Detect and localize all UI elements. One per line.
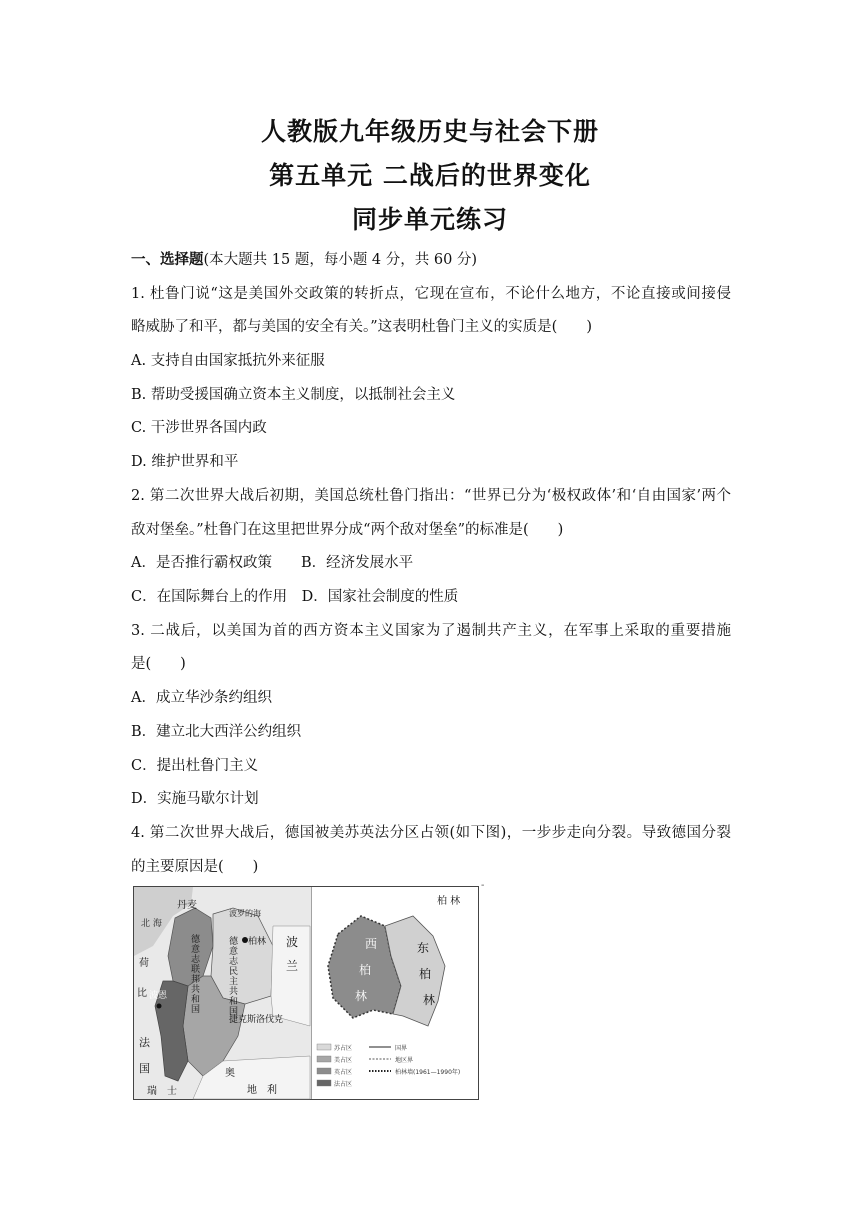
- question-3-option-d: D．实施马歇尔计划: [131, 791, 259, 807]
- label-belgium: 比: [137, 988, 147, 999]
- legend-swatch-french: [317, 1080, 331, 1086]
- bonn-dot: [157, 1004, 162, 1009]
- wg-text-char: 共: [191, 985, 201, 995]
- question-1-line-1: 1. 杜鲁门说“这是美国外交政策的转折点，它现在宣布，不论什么地方，不论直接或间接侵: [131, 286, 731, 302]
- exercise-title: 同步单元练习: [351, 205, 508, 234]
- label-east-germany: [229, 935, 239, 1017]
- east-berlin-label-1: 东: [417, 941, 430, 955]
- east-berlin-label-3: 林: [423, 993, 436, 1007]
- eg-text-char: 德: [229, 937, 239, 947]
- stray-mark: -: [481, 880, 485, 891]
- wg-text-char: 邦: [191, 975, 201, 985]
- label-denmark: 丹麦: [177, 900, 197, 911]
- label-austria: 奥: [225, 1068, 235, 1079]
- berlin-title: 柏 林: [437, 896, 461, 907]
- eg-text-char: 志: [229, 957, 239, 967]
- wg-text-char: 联: [191, 965, 201, 975]
- legend-label-wall: 柏林墙(1961—1990年): [395, 1069, 461, 1076]
- label-netherlands: 荷: [139, 958, 149, 969]
- unit-title: 第五单元 二战后的世界变化: [269, 161, 591, 190]
- label-north-sea: 北 海: [141, 919, 162, 929]
- question-2-line-2: 敌对堡垒。”杜鲁门在这里把世界分成“两个敌对堡垒”的标准是( ): [131, 522, 564, 538]
- question-1-option-a: A. 支持自由国家抵抗外来征服: [131, 353, 325, 369]
- question-4-line-1: 4. 第二次世界大战后，德国被美苏英法分区占领(如下图)，一步步走向分裂。导致德国分裂: [131, 825, 731, 841]
- west-berlin-label-3: 林: [355, 989, 368, 1003]
- label-france: 法: [139, 1036, 150, 1049]
- wg-text-char: 意: [191, 945, 201, 955]
- legend-label-british: 英占区: [334, 1069, 353, 1076]
- label-austria-2: 地 利: [247, 1085, 277, 1096]
- question-2-line-1: 2. 第二次世界大战后初期，美国总统杜鲁门指出：“世界已分为‘极权政体’和‘自由国家’两个: [131, 488, 731, 504]
- question-2-options-cd: C．在国际舞台上的作用 D．国家社会制度的性质: [131, 589, 459, 605]
- west-berlin-label-1: 西: [365, 937, 378, 951]
- eg-text-char: 共: [229, 987, 239, 997]
- document-title: 人教版九年级历史与社会下册: [260, 117, 599, 146]
- question-3-line-1: 3. 二战后，以美国为首的西方资本主义国家为了遏制共产主义，在军事上采取的重要措施: [131, 623, 731, 639]
- wg-text-char: 志: [191, 955, 201, 965]
- east-berlin-label-2: 柏: [419, 967, 432, 981]
- label-berlin: 柏林: [248, 937, 267, 947]
- question-3-option-a: A．成立华沙条约组织: [131, 690, 272, 706]
- wg-text-char: 国: [191, 1005, 201, 1015]
- eg-text-char: 主: [229, 977, 239, 987]
- eg-text-char: 和: [229, 997, 239, 1007]
- eg-text-char: 意: [229, 947, 239, 957]
- map-svg: [133, 886, 479, 1100]
- label-west-germany: [191, 933, 201, 1015]
- label-bonn: 波恩: [149, 991, 168, 1001]
- label-poland: 波: [286, 935, 299, 949]
- wg-text-char: 德: [191, 935, 201, 945]
- question-3-option-c: C．提出杜鲁门主义: [131, 758, 259, 774]
- question-3-option-b: B．建立北大西洋公约组织: [131, 724, 302, 740]
- question-4-line-2: 的主要原因是( ): [131, 859, 259, 875]
- question-1-option-d: D. 维护世界和平: [131, 454, 239, 470]
- section-heading: [131, 248, 731, 269]
- wg-text-char: 和: [191, 995, 201, 1005]
- section-note: (本大题共 15 题，每小题 4 分，共 60 分): [203, 252, 478, 268]
- germany-occupation-map: [133, 886, 479, 1100]
- legend-label-border: 国界: [395, 1045, 408, 1052]
- question-3-line-2: 是( ): [131, 656, 186, 672]
- legend-swatch-us: [317, 1056, 331, 1062]
- eg-text-char: 国: [229, 1007, 239, 1017]
- west-berlin-label-2: 柏: [359, 963, 372, 977]
- label-switzerland: 瑞 士: [147, 1086, 177, 1097]
- legend-label-soviet: 苏占区: [334, 1045, 353, 1052]
- legend-label-french: 法占区: [334, 1081, 353, 1088]
- legend-swatch-british: [317, 1068, 331, 1074]
- eg-text-char: 民: [229, 967, 239, 977]
- question-2-options-ab: A．是否推行霸权政策 B．经济发展水平: [131, 555, 414, 571]
- label-czech: 捷克斯洛伐克: [229, 1015, 284, 1025]
- legend-swatch-soviet: [317, 1044, 331, 1050]
- label-poland-2: 兰: [286, 959, 299, 973]
- legend-label-region: 地区界: [395, 1057, 414, 1064]
- label-france-2: 国: [139, 1062, 150, 1075]
- question-1-option-b: B. 帮助受援国确立资本主义制度，以抵制社会主义: [131, 387, 456, 403]
- section-label: 一、选择题: [131, 251, 204, 268]
- question-1-line-2: 略威胁了和平，都与美国的安全有关。”这表明杜鲁门主义的实质是( ): [131, 319, 592, 335]
- label-baltic: 波罗的海: [229, 909, 261, 918]
- legend-label-us: 美占区: [334, 1057, 353, 1064]
- question-1-option-c: C. 干涉世界各国内政: [131, 420, 267, 436]
